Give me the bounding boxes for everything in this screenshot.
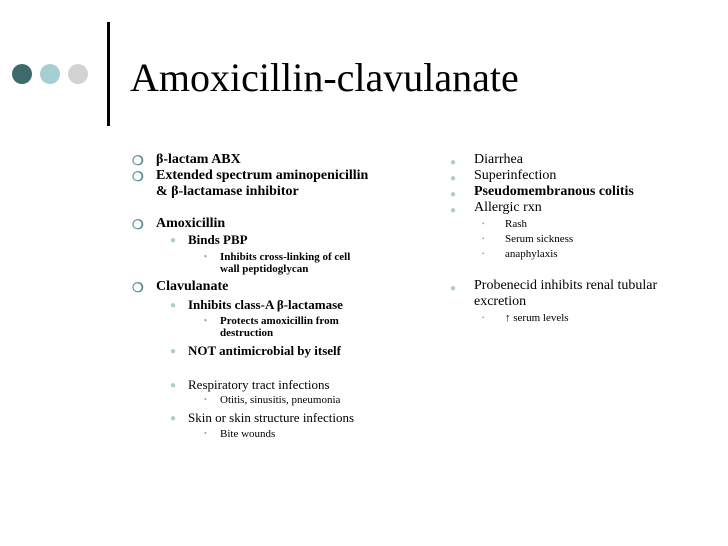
small-dot-bullet-icon: • [482,235,485,243]
bullet-pseudomembranous: ● Pseudomembranous colitis [450,184,700,200]
gray-dot [68,64,88,84]
bullet-bite-wounds: • Bite wounds [204,428,276,440]
small-dot-bullet-icon: • [204,252,207,261]
disc-bullet-icon: ● [170,300,177,311]
slide-title: Amoxicillin-clavulanate [130,55,519,100]
bullet-probenecid: ● Probenecid inhibits renal tubular excretion [450,278,658,309]
small-dot-bullet-icon: • [204,429,207,438]
bullet-binds-pbp: ● Binds PBP [170,232,248,247]
ring-bullet-icon: ❍ [132,153,144,168]
small-dot-bullet-icon: • [482,220,485,228]
disc-bullet-icon: ● [170,413,177,424]
bullet-extended-spectrum: ❍ Extended spectrum aminopenicillin & β-lactamase inhibitor [132,168,369,199]
disc-bullet-icon: ● [450,189,457,200]
right-column [450,152,700,324]
disc-bullet-icon: ● [450,205,457,216]
disc-bullet-icon: ● [170,380,177,391]
bullet-beta-lactam: ❍ β-lactam ABX [132,152,241,168]
bullet-protects-amoxicillin: • Protects amoxicillin from destruction [204,315,339,339]
bullet-rash: • Rash [482,218,527,230]
bullet-amoxicillin: ❍ Amoxicillin [132,216,226,232]
bullet-allergic: ● Allergic rxn [450,200,700,216]
bullet-skin: ● Skin or skin structure infections [170,410,355,425]
bullet-serum-levels: • ↑ serum levels [482,312,569,324]
decorative-dots [12,64,88,84]
bullet-serum-sickness: • Serum sickness [482,233,574,245]
ring-bullet-icon: ❍ [132,217,144,232]
bullet-inhibits-class-a: ● Inhibits class-A β-lactamase [170,297,343,312]
small-dot-bullet-icon: • [204,395,207,404]
bullet-not-antimicrobial: ● NOT antimicrobial by itself [170,343,341,358]
disc-bullet-icon: ● [170,235,177,246]
light-teal-dot [40,64,60,84]
small-dot-bullet-icon: • [482,250,485,258]
bullet-superinfection: ● Superinfection [450,168,700,184]
bullet-otitis: • Otitis, sinusitis, pneumonia [204,394,341,406]
small-dot-bullet-icon: • [482,314,485,322]
bullet-clavulanate: ❍ Clavulanate [132,279,229,295]
dark-teal-dot [12,64,32,84]
disc-bullet-icon: ● [450,173,457,184]
left-column [132,152,412,440]
disc-bullet-icon: ● [450,157,457,168]
disc-bullet-icon: ● [450,283,457,294]
disc-bullet-icon: ● [170,346,177,357]
bullet-anaphylaxis: • anaphylaxis [482,248,558,260]
ring-bullet-icon: ❍ [132,169,144,184]
title-divider [107,22,110,126]
small-dot-bullet-icon: • [204,316,207,325]
bullet-diarrhea: ● Diarrhea [450,152,700,168]
bullet-cross-linking: • Inhibits cross-linking of cell wall peptidoglycan [204,251,351,275]
ring-bullet-icon: ❍ [132,280,144,295]
bullet-respiratory: ● Respiratory tract infections [170,377,330,392]
